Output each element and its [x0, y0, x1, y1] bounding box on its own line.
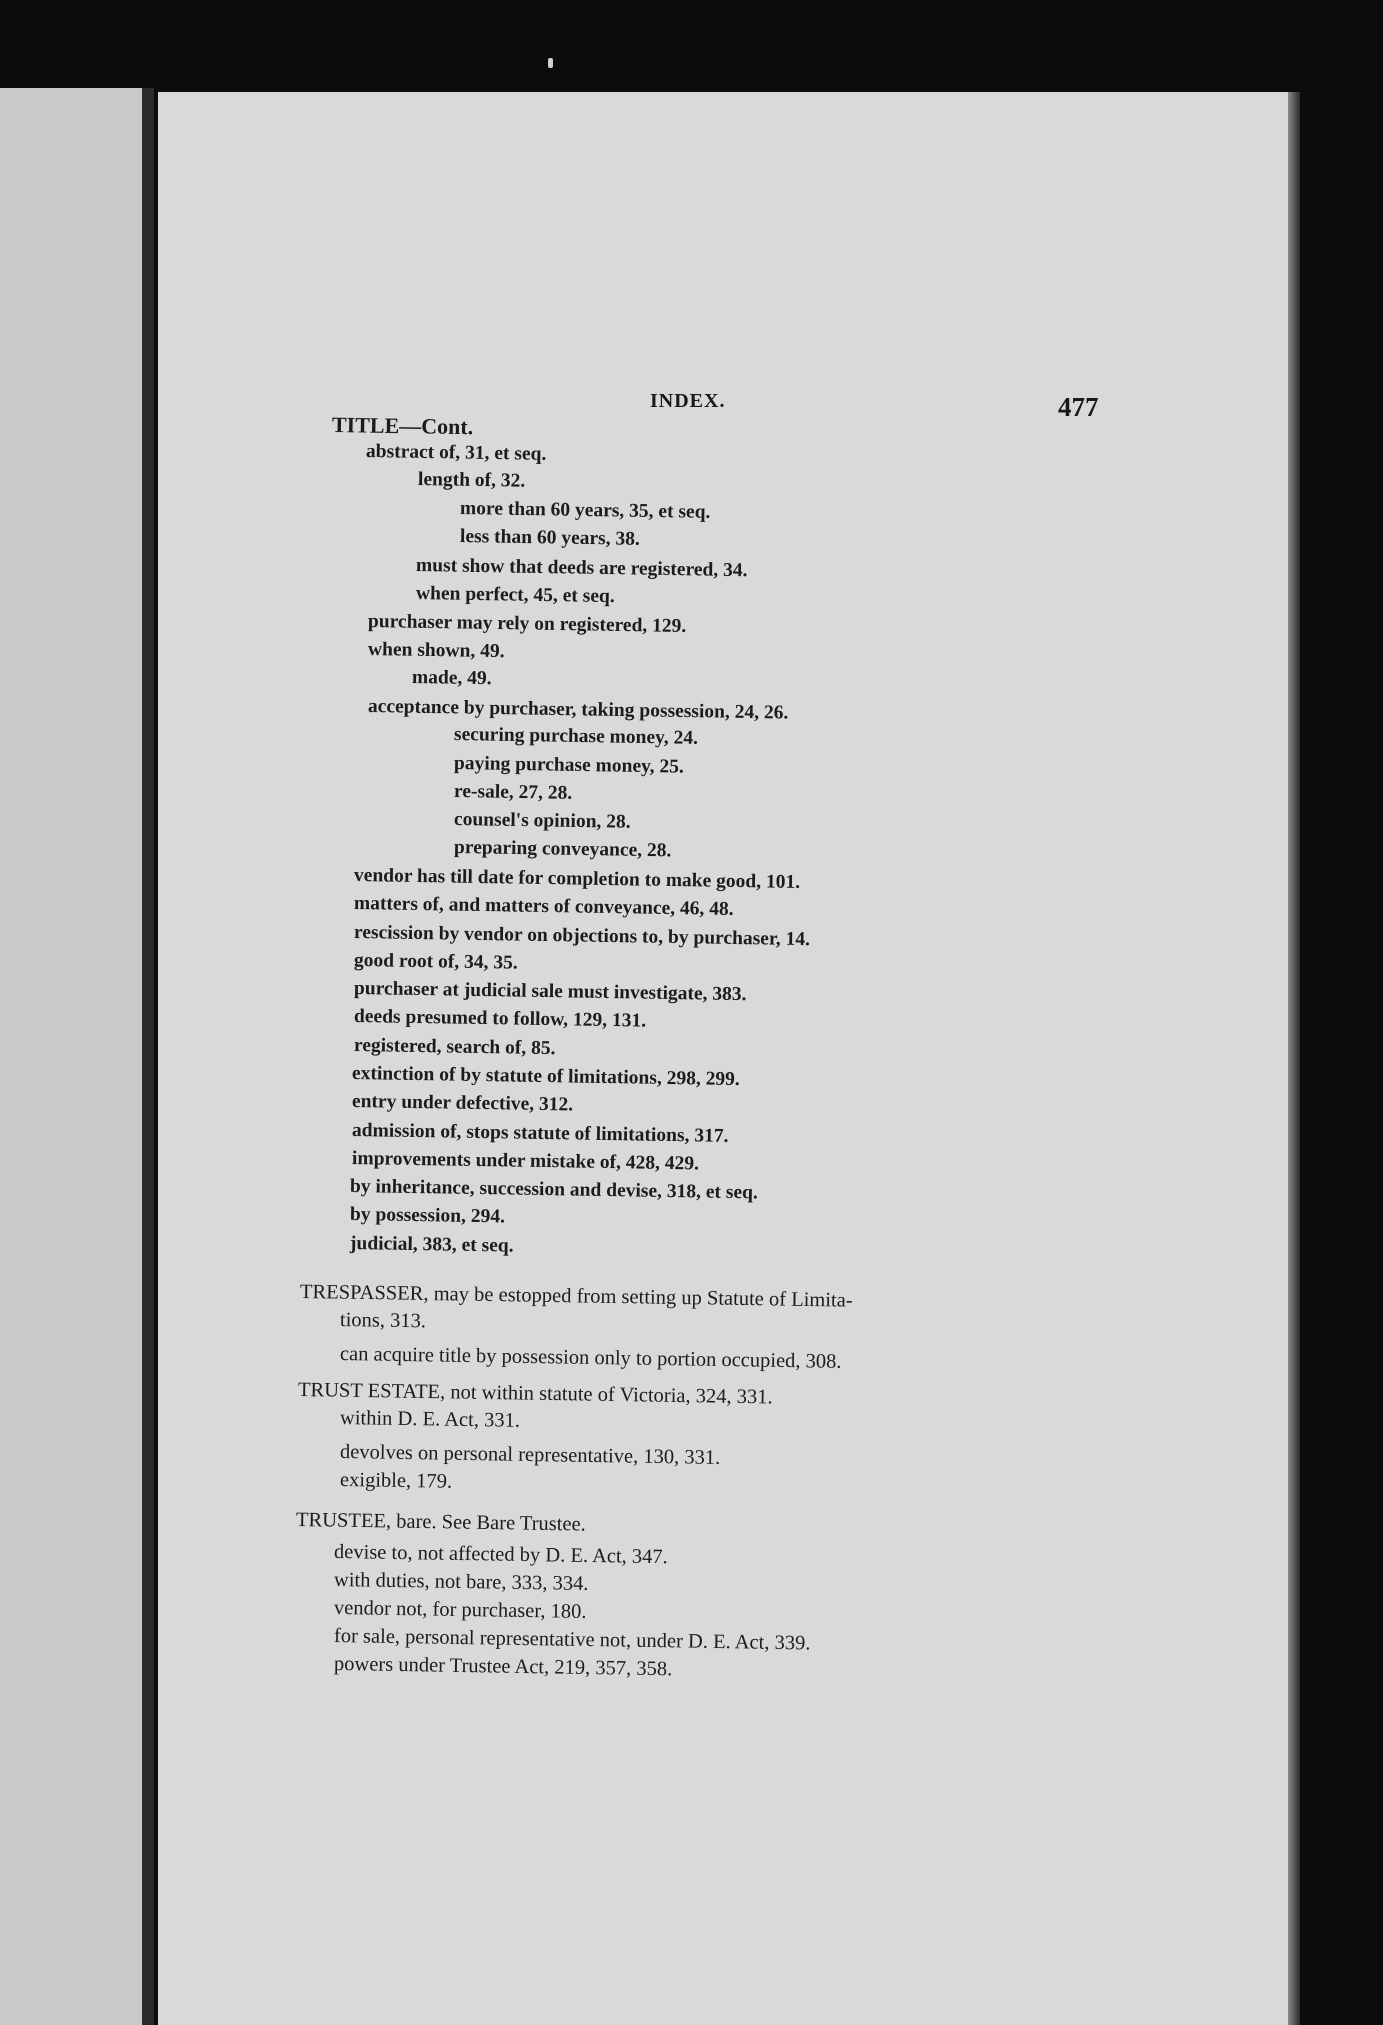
index-heading: TRUSTEE, bare. See Bare Trustee.	[295, 1509, 586, 1536]
index-subentry: by inheritance, succession and devise, 318, et seq.	[349, 1176, 759, 1204]
running-head: INDEX.	[650, 390, 726, 412]
index-subentry: good root of, 34, 35.	[353, 950, 518, 974]
index-subentry: counsel's opinion, 28.	[453, 809, 631, 833]
index-subentry: devolves on personal representative, 130, 331.	[339, 1441, 721, 1469]
index-subentry: improvements under mistake of, 428, 429.	[351, 1148, 700, 1175]
index-subentry: matters of, and matters of conveyance, 46, 48.	[353, 893, 734, 920]
index-subentry: abstract of, 31, et seq.	[365, 441, 547, 465]
index-subentry: within D. E. Act, 331.	[339, 1407, 521, 1432]
index-subentry: must show that deeds are registered, 34.	[415, 555, 748, 582]
index-subentry: admission of, stops statute of limitations, 317.	[351, 1120, 729, 1147]
index-subentry: registered, search of, 85.	[353, 1035, 556, 1060]
index-subentry: purchaser at judicial sale must investigate, 383.	[353, 978, 747, 1006]
scan-mark	[548, 58, 553, 68]
index-subentry: by possession, 294.	[349, 1204, 506, 1228]
page	[158, 92, 1288, 2025]
index-heading: TRUST ESTATE, not within statute of Victoria, 324, 331.	[297, 1379, 773, 1409]
index-subentry: rescission by vendor on objections to, by purchaser, 14.	[353, 922, 811, 951]
index-subentry: for sale, personal representative not, under D. E. Act, 339.	[333, 1625, 811, 1655]
index-subentry: powers under Trustee Act, 219, 357, 358.	[333, 1653, 673, 1681]
left-page	[0, 88, 142, 2025]
index-subentry: when shown, 49.	[367, 639, 505, 663]
index-subentry: when perfect, 45, et seq.	[415, 583, 615, 608]
index-subentry: deeds presumed to follow, 129, 131.	[353, 1006, 647, 1032]
index-subentry: acceptance by purchaser, taking possession, 24, 26.	[367, 696, 789, 724]
index-subentry: can acquire title by possession only to portion occupied, 308.	[339, 1343, 842, 1373]
index-subentry: length of, 32.	[417, 469, 526, 492]
index-subentry: exigible, 179.	[339, 1469, 453, 1493]
page-number: 477	[1058, 392, 1099, 422]
index-subentry: less than 60 years, 38.	[459, 526, 640, 550]
index-subentry: re-sale, 27, 28.	[453, 781, 573, 804]
index-subentry: paying purchase money, 25.	[453, 753, 685, 778]
index-subentry: entry under defective, 312.	[351, 1091, 574, 1116]
index-subentry: made, 49.	[411, 667, 492, 690]
page-edge-shadow	[1288, 92, 1300, 2025]
index-heading: TITLE—Cont.	[331, 412, 474, 440]
index-subentry: more than 60 years, 35, et seq.	[459, 498, 711, 523]
index-subentry: judicial, 383, et seq.	[349, 1233, 514, 1257]
book-gutter	[142, 88, 154, 2025]
index-subentry: vendor not, for purchaser, 180.	[333, 1597, 587, 1623]
index-subentry: vendor has till date for completion to make good, 101.	[353, 865, 801, 894]
index-subentry: securing purchase money, 24.	[453, 724, 699, 749]
index-heading: TRESPASSER, may be estopped from setting up Statute of Limita-	[299, 1281, 853, 1312]
index-subentry: extinction of by statute of limitations, 298, 299.	[351, 1063, 740, 1091]
index-subentry: purchaser may rely on registered, 129.	[367, 611, 687, 637]
index-subentry: with duties, not bare, 333, 334.	[333, 1569, 589, 1595]
index-subentry: devise to, not affected by D. E. Act, 347.	[333, 1541, 668, 1569]
index-subentry: preparing conveyance, 28.	[453, 837, 672, 862]
index-subentry: tions, 313.	[339, 1309, 427, 1333]
